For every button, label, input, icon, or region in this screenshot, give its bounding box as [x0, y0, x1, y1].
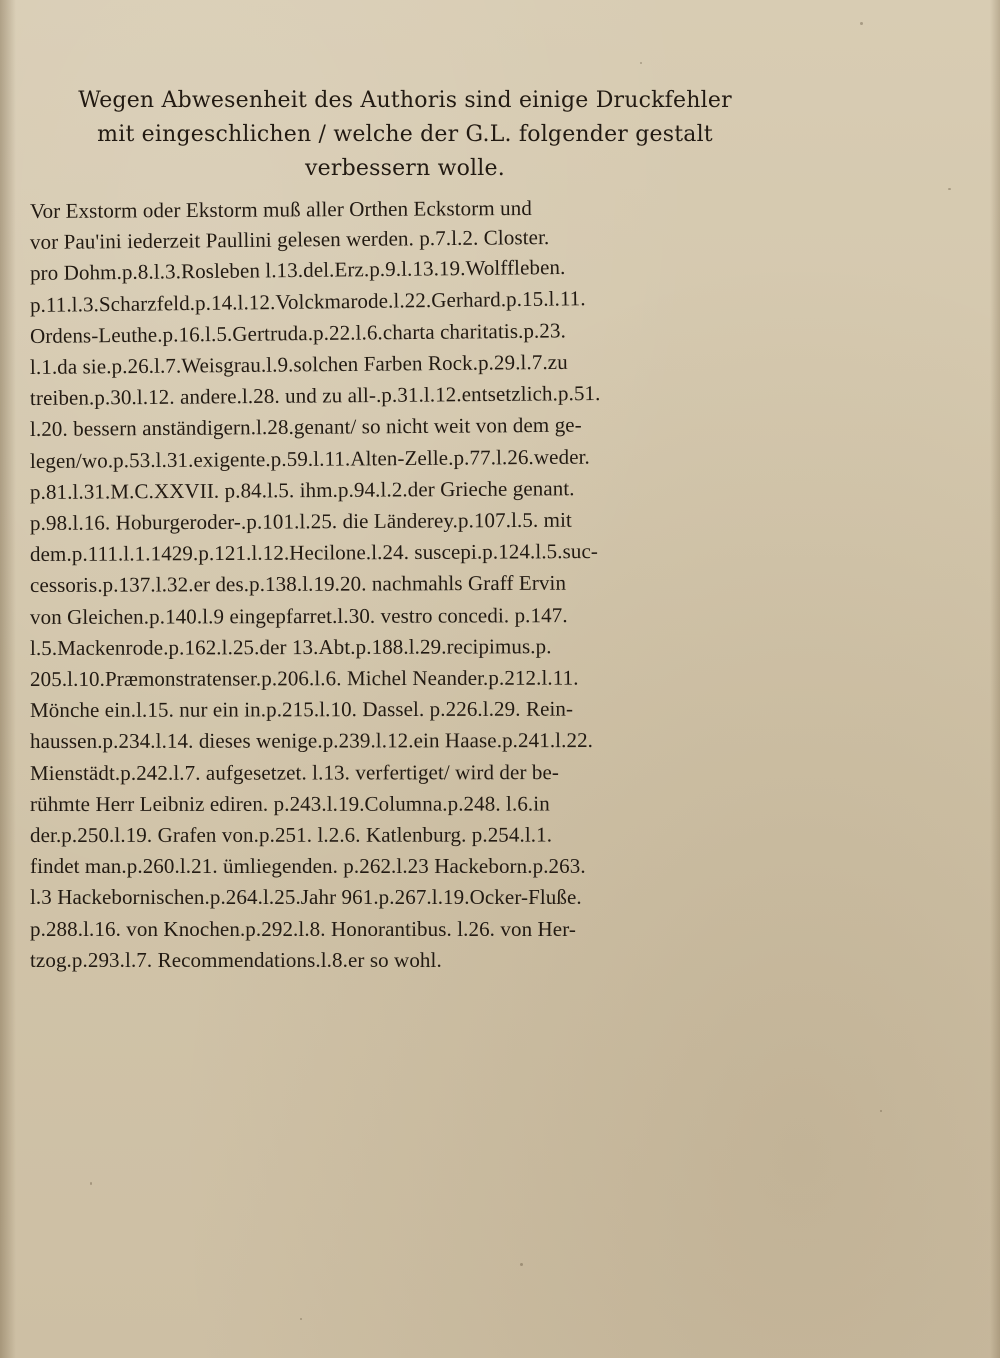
errata-line: rühmte Herr Leibniz ediren. p.243.l.19.Columna.p.248. l.6.in [29, 791, 550, 816]
errata-header-line: Wegen Abwesenheit des Authoris sind einige Druckfehler [78, 88, 732, 113]
errata-line: tzog.p.293.l.7. Recommendations.l.8.er so wohl. [30, 947, 442, 972]
errata-line: l.5.Mackenrode.p.162.l.25.der 13.Abt.p.188.l.29.recipimus.p. [29, 634, 552, 660]
errata-line: Mienstädt.p.242.l.7. aufgesetzet. l.13. verfertiget/ wird der be- [29, 759, 560, 785]
errata-line: Vor Exstorm oder Ekstorm muß aller Orthen Eckstorm und [29, 195, 532, 223]
errata-line: vor Pau'ini iederzeit Paullini gelesen werden. p.7.l.2. Closter. [29, 225, 550, 255]
paper-fleck [640, 62, 642, 64]
paper-fleck [880, 1110, 882, 1112]
errata-line: p.11.l.3.Scharzfeld.p.14.l.12.Volckmarode.l.22.Gerhard.p.15.l.11. [29, 285, 586, 317]
paper-fleck [520, 1263, 523, 1266]
errata-line: von Gleichen.p.140.l.9 eingepfarret.l.30. vestro concedi. p.147. [29, 602, 568, 629]
errata-line: der.p.250.l.19. Grafen von.p.251. l.2.6. Katlenburg. p.254.l.1. [29, 822, 553, 848]
errata-line: treiben.p.30.l.12. andere.l.28. und zu all-.p.31.l.12.entsetzlich.p.51. [29, 381, 601, 411]
errata-line: Ordens-Leuthe.p.16.l.5.Gertruda.p.22.l.6.charta charitatis.p.23. [29, 318, 566, 348]
errata-line: l.1.da sie.p.26.l.7.Weisgrau.l.9.solchen Farben Rock.p.29.l.7.zu [29, 349, 568, 380]
errata-line: p.288.l.16. von Knochen.p.292.l.8. Honorantibus. l.26. von Her- [30, 916, 576, 941]
paper-fleck [300, 1318, 302, 1320]
errata-line: findet man.p.260.l.21. ümliegenden. p.262.l.23 Hackeborn.p.263. [30, 854, 586, 879]
errata-corrections [30, 196, 780, 976]
errata-line: p.81.l.31.M.C.XXVII. p.84.l.5. ihm.p.94.l.2.der Grieche genant. [29, 476, 575, 504]
errata-line: p.98.l.16. Hoburgeroder-.p.101.l.25. die Länderey.p.107.l.5. mit [29, 507, 573, 536]
errata-line: cessoris.p.137.l.32.er des.p.138.l.19.20. nachmahls Graff Ervin [29, 571, 567, 598]
errata-line: pro Dohm.p.8.l.3.Rosleben l.13.del.Erz.p.9.l.13.19.Wolffleben. [29, 255, 566, 286]
paper-fleck [948, 188, 951, 190]
errata-header-line: mit eingeschlichen / welche der G.L. folgender gestalt [97, 122, 713, 147]
errata-line: dem.p.111.l.1.1429.p.121.l.12.Hecilone.l.24. suscepi.p.124.l.5.suc- [29, 539, 599, 567]
errata-header-line: verbessern wolle. [305, 156, 505, 181]
errata-text-block [30, 84, 780, 976]
errata-line: legen/wo.p.53.l.31.exigente.p.59.l.11.Alten-Zelle.p.77.l.26.weder. [29, 444, 590, 473]
errata-line: haussen.p.234.l.14. dieses wenige.p.239.l.12.ein Haase.p.241.l.22. [29, 728, 594, 754]
errata-line: l.3 Hackebornischen.p.264.l.25.Jahr 961.p.267.l.19.Ocker-Fluße. [30, 885, 582, 910]
page-edge-shadow-right [990, 0, 1000, 1358]
errata-line: Mönche ein.l.15. nur ein in.p.215.l.10. Dassel. p.226.l.29. Rein- [29, 696, 574, 723]
errata-line: l.20. bessern anständigern.l.28.genant/ so nicht weit von dem ge- [29, 413, 582, 442]
page-edge-shadow-left [0, 0, 16, 1358]
errata-header [30, 84, 780, 186]
errata-line: 205.l.10.Præmonstratenser.p.206.l.6. Michel Neander.p.212.l.11. [29, 665, 579, 692]
paper-fleck [90, 1182, 92, 1185]
paper-fleck [860, 22, 863, 25]
